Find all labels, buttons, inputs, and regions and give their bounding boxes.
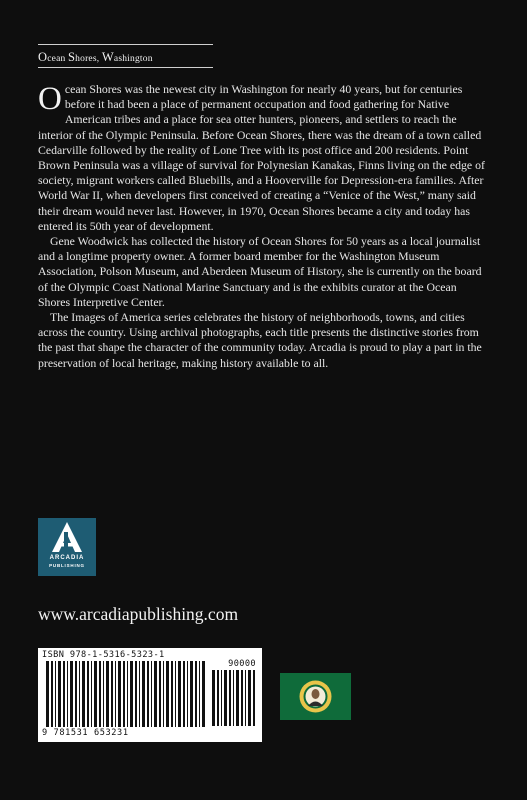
barcode-bars-icon [46,661,208,727]
drop-cap: O [38,81,62,117]
book-title: Ocean Shores, Washington [38,50,153,64]
washington-state-flag-icon [280,673,351,720]
description-paragraph-1: Ocean Shores was the newest city in Washington for nearly 40 years, but for centuries before it had been a place of permanent occupation and food gathering for Native American tribes and a place for sea otter hunters, pioneers, and settlers to reach the interior of the Olympic Peninsula. Before Ocean Shores, there was the dream of a town called Cedarville followed by the reality of Lone Tree with its post office and 200 residents. Point Brown Peninsula was a village of survival for Polynesian Kanakas, Finns living on the edge of society, migrant workers called Bluebills, and a Hooverville for Depression-era families. After World War II, when developers first conceived of creating a “Venice of the West,” many said their dream would never last. However, in 1970, Ocean Shores became a city and today has entered its 50th year of development. [38,81,485,233]
description-paragraph-2: Gene Woodwick has collected the history of Ocean Shores for 50 years as a local journalist and a longtime property owner. A former board member for the Washington Museum Association, Polson Museum, and Aberdeen Museum of History, she is currently on the board of the Olympic Coast National Marine Sanctuary and is the exhibits curator at the Ocean Shores Interpretive Center. [38,234,482,309]
barcode-digits: 9 781531 653231 [42,728,129,738]
logo-line-1: ARCADIA [49,555,85,561]
description-paragraph-3: The Images of America series celebrates the history of neighborhoods, towns, and cities across the country. Using archival photographs, each title presents the distinctive stories from the past that shape the character of the community today. Arcadia is proud to play a part in the preservation of local heritage, making history available to all. [38,310,482,370]
price-code: 90000 [228,659,256,669]
barcode-addon-icon [212,670,256,726]
logo-line-2: PUBLISHING [49,563,85,568]
header-bottom-rule [38,67,213,68]
publisher-website: www.arcadiapublishing.com [38,604,239,624]
seal-icon [280,673,351,720]
arcadia-logo [38,518,96,576]
description-text [38,82,490,371]
isbn-barcode [38,648,262,742]
isbn-label: ISBN 978-1-5316-5323-1 [42,650,165,660]
header-top-rule [38,44,213,45]
